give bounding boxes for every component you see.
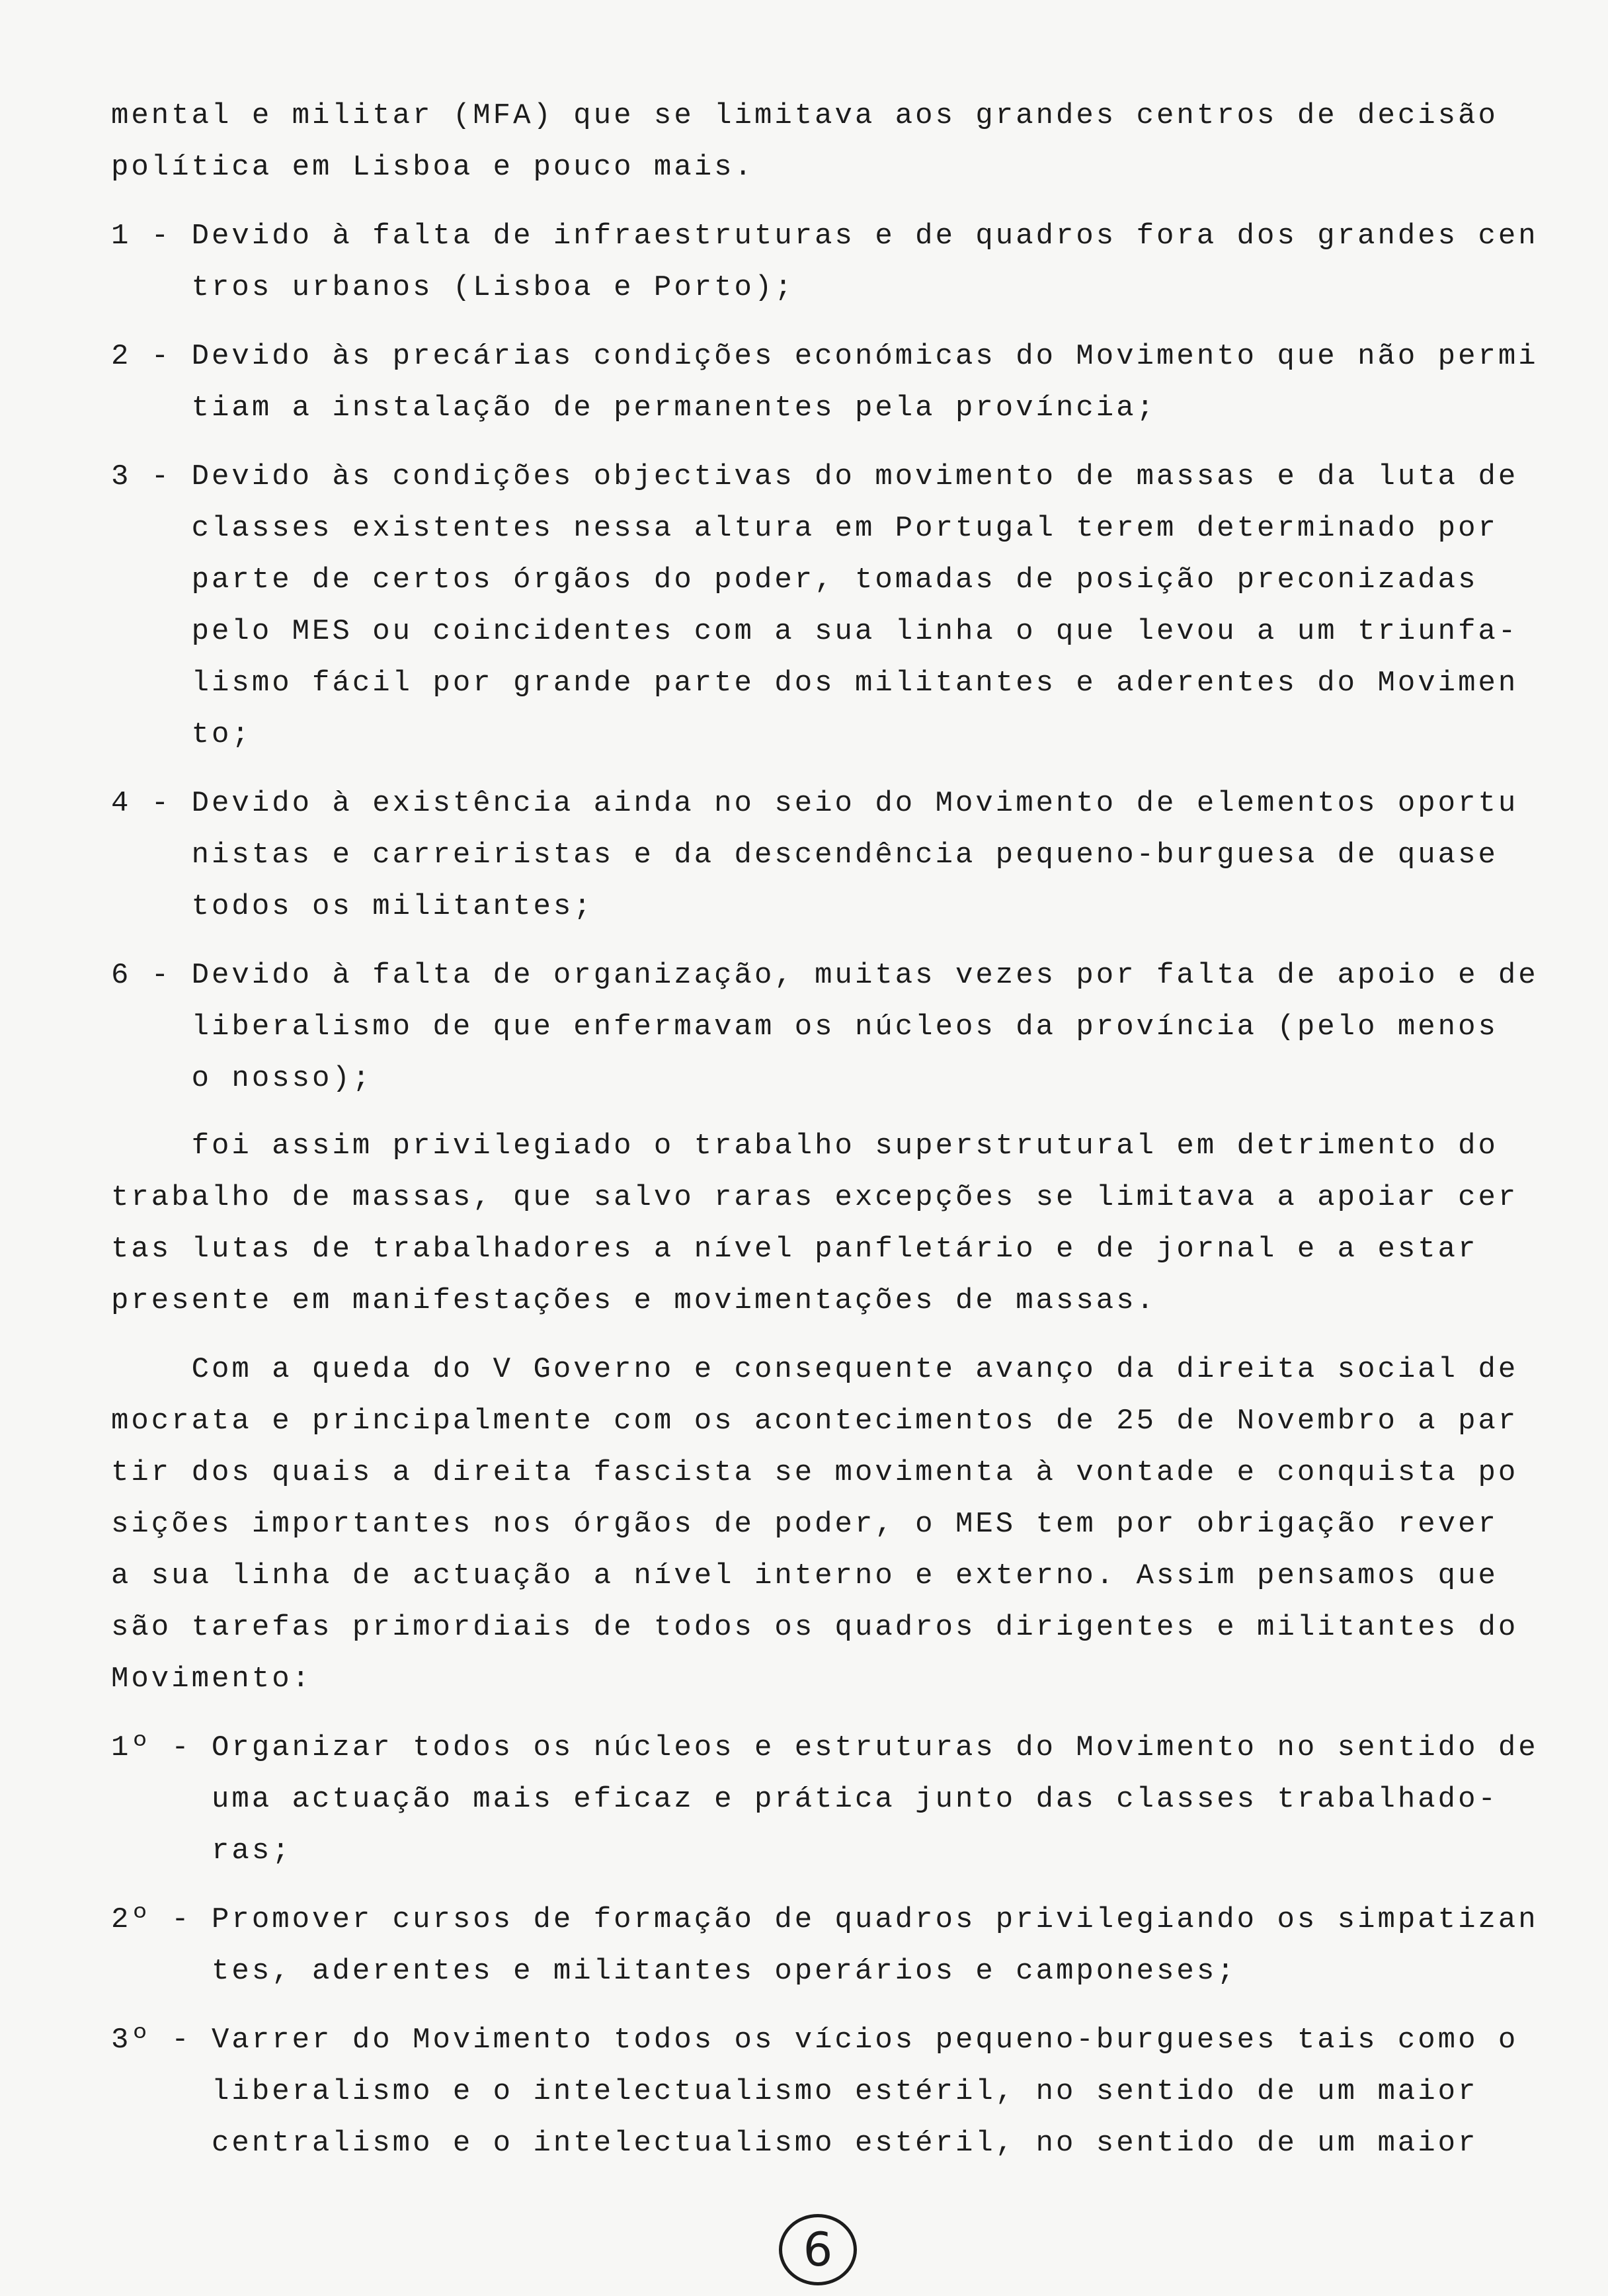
list-item-line: centralismo e o intelectualismo estéril, no sentido de um maior (111, 2127, 1478, 2160)
list-item-line: parte de certos órgãos do poder, tomadas de posição preconizadas (111, 563, 1478, 596)
list-item-line: tiam a instalação de permanentes pela província; (111, 391, 1157, 425)
list-item-line: 3º - Varrer do Movimento todos os vícios pequeno-burgueses tais como o (111, 2024, 1519, 2057)
list-item-line: 2º - Promover cursos de formação de quadros privilegiando os simpatizan (111, 1903, 1539, 1936)
text-line: presente em manifestações e movimentações de massas. (111, 1284, 1157, 1317)
text-line: Movimento: (111, 1662, 313, 1696)
list-item-line: ras; (111, 1834, 292, 1867)
text-line: mocrata e principalmente com os acontecimentos de 25 de Novembro a par (111, 1405, 1519, 1438)
list-item-line: 1 - Devido à falta de infraestruturas e de quadros fora dos grandes cen (111, 220, 1539, 253)
list-item-line: lismo fácil por grande parte dos militantes e aderentes do Movimen (111, 667, 1519, 700)
text-line: trabalho de massas, que salvo raras excepções se limitava a apoiar cer (111, 1181, 1519, 1214)
text-line: mental e militar (MFA) que se limitava aos grandes centros de decisão (111, 99, 1498, 132)
list-item-line: pelo MES ou coincidentes com a sua linha o que levou a um triunfa- (111, 615, 1519, 648)
text-line: política em Lisboa e pouco mais. (111, 151, 754, 184)
text-line: tir dos quais a direita fascista se movimenta à vontade e conquista po (111, 1456, 1519, 1489)
page-number: 6 (779, 2214, 857, 2285)
text-line: sições importantes nos órgãos de poder, o MES tem por obrigação rever (111, 1508, 1498, 1541)
list-item-line: liberalismo de que enfermavam os núcleos da província (pelo menos (111, 1010, 1498, 1044)
text-line: são tarefas primordiais de todos os quadros dirigentes e militantes do (111, 1611, 1519, 1644)
list-item-line: tros urbanos (Lisboa e Porto); (111, 271, 795, 304)
text-line: tas lutas de trabalhadores a nível panfletário e de jornal e a estar (111, 1233, 1478, 1266)
list-item-line: to; (111, 718, 252, 751)
list-item-line: 6 - Devido à falta de organização, muitas vezes por falta de apoio e de (111, 959, 1539, 992)
list-item-line: 3 - Devido às condições objectivas do movimento de massas e da luta de (111, 460, 1519, 493)
text-line: a sua linha de actuação a nível interno e externo. Assim pensamos que (111, 1559, 1498, 1592)
list-item-line: classes existentes nessa altura em Portugal terem determinado por (111, 512, 1498, 545)
list-item-line: liberalismo e o intelectualismo estéril, no sentido de um maior (111, 2075, 1478, 2108)
list-item-line: tes, aderentes e militantes operários e camponeses; (111, 1955, 1237, 1988)
list-item-line: uma actuação mais eficaz e prática junto das classes trabalhado- (111, 1783, 1498, 1816)
list-item-line: nistas e carreiristas e da descendência pequeno-burguesa de quase (111, 839, 1498, 872)
text-line: Com a queda do V Governo e consequente avanço da direita social de (111, 1353, 1519, 1386)
list-item-line: todos os militantes; (111, 890, 594, 923)
list-item-line: 4 - Devido à existência ainda no seio do Movimento de elementos oportu (111, 787, 1519, 820)
text-line: foi assim privilegiado o trabalho superstrutural em detrimento do (111, 1129, 1498, 1163)
list-item-line: 2 - Devido às precárias condições económicas do Movimento que não permi (111, 340, 1539, 373)
list-item-line: o nosso); (111, 1062, 373, 1095)
list-item-line: 1º - Organizar todos os núcleos e estruturas do Movimento no sentido de (111, 1731, 1539, 1764)
